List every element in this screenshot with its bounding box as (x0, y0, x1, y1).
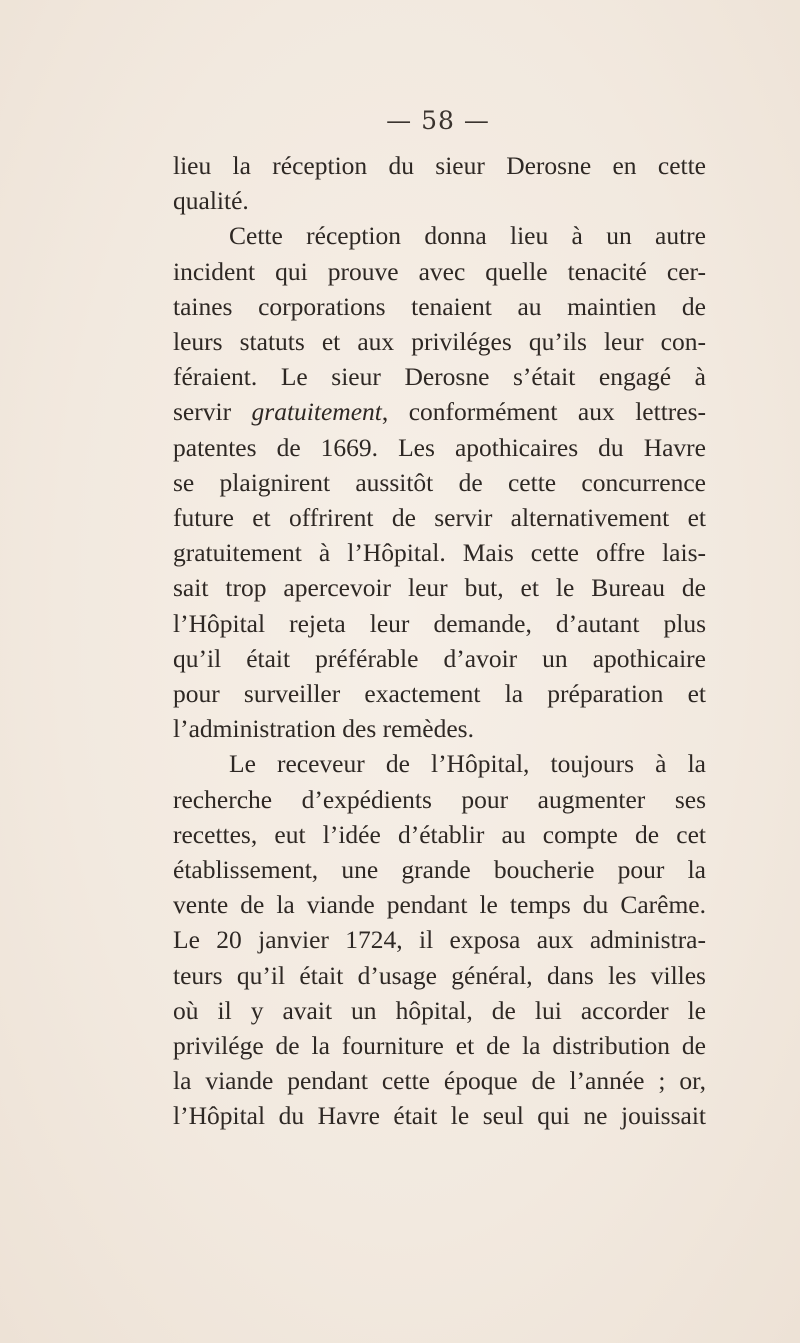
text-line-21: établissement, une grande boucherie pour la (173, 855, 706, 885)
text-line-20: recettes, eut l’idée d’établir au compte de cet (173, 819, 706, 849)
text-line-12: gratuitement à l’Hôpital. Mais cette offre lais- (173, 538, 706, 568)
text-line-23: Le 20 janvier 1724, il exposa aux administra- (173, 925, 706, 955)
text-line-9: patentes de 1669. Les apothicaires du Havre (173, 432, 706, 462)
text-line-5: taines corporations tenaient au maintien de (173, 291, 706, 321)
text-line-11: future et offrirent de servir alternativement et (173, 503, 706, 533)
text-line-3: Cette réception donna lieu à un autre (229, 221, 706, 251)
text-line-17: l’administration des remèdes. (173, 714, 474, 744)
body-text (173, 148, 706, 1134)
text-line-27: la viande pendant cette époque de l’année ; or, (173, 1066, 706, 1096)
text-line-15: qu’il était préférable d’avoir un apothicaire (173, 643, 706, 673)
text-line-4: incident qui prouve avec quelle tenacité cer- (173, 256, 706, 286)
text-line-18: Le receveur de l’Hôpital, toujours à la (229, 749, 706, 779)
text-line-7: féraient. Le sieur Derosne s’était engagé à (173, 362, 706, 392)
text-line-10: se plaignirent aussitôt de cette concurrence (173, 467, 706, 497)
text-line-16: pour surveiller exactement la préparation et (173, 679, 706, 709)
page-number: — 58 — (386, 106, 490, 135)
text-line-8-pre: servir (173, 397, 252, 427)
text-line-8 (173, 394, 706, 429)
text-line-26: privilége de la fourniture et de la distribution de (173, 1031, 706, 1061)
italic-word: gratuitement (251, 397, 382, 427)
text-line-19: recherche d’expédients pour augmenter ses (173, 784, 706, 814)
text-line-2: qualité. (173, 186, 249, 216)
text-line-24: teurs qu’il était d’usage général, dans les villes (173, 960, 706, 990)
text-line-22: vente de la viande pendant le temps du Carême. (173, 890, 706, 920)
text-line-1: lieu la réception du sieur Derosne en cette (173, 151, 706, 180)
text-line-25: où il y avait un hôpital, de lui accorder le (173, 995, 706, 1025)
text-line-13: sait trop apercevoir leur but, et le Bureau de (173, 573, 706, 603)
text-line-28: l’Hôpital du Havre était le seul qui ne jouissait (173, 1101, 706, 1131)
text-line-6: leurs statuts et aux priviléges qu’ils leur con- (173, 327, 706, 357)
text-line-14: l’Hôpital rejeta leur demande, d’autant plus (173, 608, 706, 638)
text-line-8-post: , conformément aux lettres- (381, 397, 706, 427)
